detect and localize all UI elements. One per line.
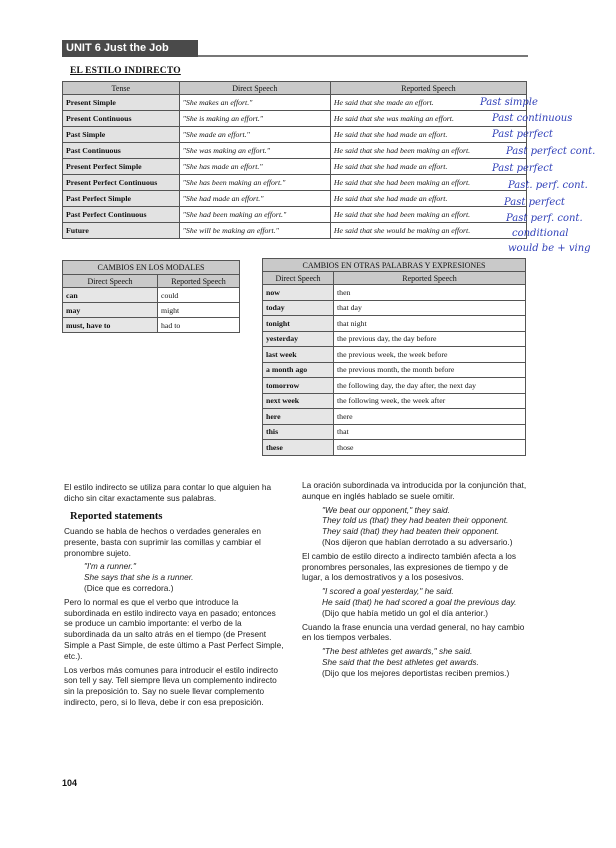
reported-cell: He said that she was making an effort. bbox=[330, 111, 526, 127]
tense-cell: Future bbox=[63, 223, 180, 239]
handwritten-note: Past perfect cont. bbox=[506, 146, 596, 157]
reported-cell: the previous month, the month before bbox=[334, 362, 526, 378]
direct-cell: "She makes an effort." bbox=[179, 95, 330, 111]
direct-cell: "She had made an effort." bbox=[179, 191, 330, 207]
example-line: "I'm a runner." bbox=[84, 561, 136, 572]
header-reported: Reported Speech bbox=[330, 82, 526, 95]
table-row bbox=[63, 207, 527, 223]
direct-cell: last week bbox=[263, 347, 334, 363]
unit-banner: UNIT 6 Just the Job bbox=[62, 40, 198, 57]
table-row bbox=[63, 127, 527, 143]
paragraph: Cuando se habla de hechos o verdades generales en presente, basta con suprimir las comillas y cambiar el pronombre sujeto. bbox=[64, 526, 261, 558]
header-tense: Tense bbox=[63, 82, 180, 95]
reported-cell: that bbox=[334, 424, 526, 440]
direct-cell: "She will be making an effort." bbox=[179, 223, 330, 239]
direct-cell: now bbox=[263, 285, 334, 301]
reported-cell: He said that she made an effort. bbox=[330, 95, 526, 111]
table-row bbox=[263, 316, 526, 332]
direct-cell: can bbox=[63, 288, 158, 303]
table-row bbox=[263, 331, 526, 347]
reported-cell: He said that she had been making an effort. bbox=[330, 143, 526, 159]
paragraph: El cambio de estilo directo a indirecto también afecta a los pronombres personales, las expresiones de tiempo y de lugar, a los demostrativos y a los posesivos. bbox=[302, 550, 516, 583]
reported-cell: the previous day, the day before bbox=[334, 331, 526, 347]
direct-cell: "She has been making an effort." bbox=[179, 175, 330, 191]
header-direct: Direct Speech bbox=[63, 275, 158, 288]
handwritten-note: Past continuous bbox=[492, 113, 573, 124]
direct-cell: "She was making an effort." bbox=[179, 143, 330, 159]
table-row bbox=[263, 300, 526, 316]
header-direct: Direct Speech bbox=[263, 272, 334, 285]
handwritten-note: Past simple bbox=[480, 97, 538, 108]
example-line: They said (that) they had beaten their opponent. bbox=[322, 526, 500, 537]
reported-cell: the previous week, the week before bbox=[334, 347, 526, 363]
direct-cell: tomorrow bbox=[263, 378, 334, 394]
table-row bbox=[63, 159, 527, 175]
table-row bbox=[263, 409, 526, 425]
tense-cell: Present Perfect Simple bbox=[63, 159, 180, 175]
table-row bbox=[263, 440, 526, 456]
paragraph: Pero lo normal es que el verbo que introduce la subordinada en estilo indirecto vaya en pasado; entonces se produce un cambio importante: el verbo de la subordinada da un salto atrás en el tiempo (de Present Simple a Past Simple, de este último a Past Perfect Simple, etc.). bbox=[64, 596, 284, 661]
direct-cell: here bbox=[263, 409, 334, 425]
header-direct: Direct Speech bbox=[179, 82, 330, 95]
example-line: "The best athletes get awards," she said. bbox=[322, 646, 473, 657]
reported-cell: He said that she had made an effort. bbox=[330, 127, 526, 143]
table-row bbox=[63, 288, 240, 303]
example-line: He said (that) he had scored a goal the previous day. bbox=[322, 596, 517, 607]
direct-cell: yesterday bbox=[263, 331, 334, 347]
direct-cell: next week bbox=[263, 393, 334, 409]
tense-cell: Past Perfect Simple bbox=[63, 191, 180, 207]
table-row bbox=[63, 223, 527, 239]
tense-cell: Past Continuous bbox=[63, 143, 180, 159]
paragraph: La oración subordinada va introducida por la conjunción that, aunque en inglés hablado se suele omitir. bbox=[302, 480, 527, 501]
reported-cell: might bbox=[158, 303, 240, 318]
tense-cell: Present Continuous bbox=[63, 111, 180, 127]
paragraph: Cuando la frase enuncia una verdad general, no hay cambio en los tiempos verbales. bbox=[302, 621, 525, 643]
section-title: EL ESTILO INDIRECTO bbox=[70, 66, 181, 76]
table-row bbox=[63, 318, 240, 333]
handwritten-note: Past perfect bbox=[492, 163, 553, 174]
table-row bbox=[263, 424, 526, 440]
table-row bbox=[263, 285, 526, 301]
example bbox=[64, 561, 286, 593]
example-line: She said that the best athletes get awards. bbox=[322, 656, 479, 667]
example-line: "I scored a goal yesterday," he said. bbox=[322, 586, 454, 597]
reported-cell: He said that she had been making an effort. bbox=[330, 175, 526, 191]
paragraph: Los verbos más comunes para introducir el estilo indirecto son tell y say. Tell siempre lleva un complemento indirecto sin la preposición to. Say no suele llevar complemento indirecto, pero, si lo lleva, debe ir con esa preposición. bbox=[64, 664, 278, 707]
reported-cell: those bbox=[334, 440, 526, 456]
reported-cell: the following day, the day after, the next day bbox=[334, 378, 526, 394]
example-translation: (Dice que es corredora.) bbox=[84, 582, 174, 593]
reported-cell: He said that she would be making an effort. bbox=[330, 223, 526, 239]
reported-cell: could bbox=[158, 288, 240, 303]
example-line: "We beat our opponent," they said. bbox=[322, 504, 450, 515]
reported-statements-heading: Reported statements bbox=[70, 511, 163, 522]
left-column bbox=[64, 482, 286, 507]
reported-cell: He said that she had made an effort. bbox=[330, 159, 526, 175]
handwritten-note: Past perfect bbox=[492, 129, 553, 140]
tense-table bbox=[62, 81, 527, 239]
example bbox=[302, 586, 528, 618]
direct-cell: may bbox=[63, 303, 158, 318]
direct-cell: "She has made an effort." bbox=[179, 159, 330, 175]
table-row bbox=[263, 347, 526, 363]
example-translation: (Dijo que había metido un gol el día anterior.) bbox=[322, 607, 489, 618]
handwritten-note: Past perf. cont. bbox=[506, 213, 583, 224]
tense-cell: Past Simple bbox=[63, 127, 180, 143]
modals-caption: CAMBIOS EN LOS MODALES bbox=[63, 261, 240, 275]
example bbox=[302, 505, 528, 548]
modals-table bbox=[62, 260, 240, 333]
tense-cell: Present Perfect Continuous bbox=[63, 175, 180, 191]
expressions-caption: CAMBIOS EN OTRAS PALABRAS Y EXPRESIONES bbox=[263, 259, 526, 272]
direct-cell: tonight bbox=[263, 316, 334, 332]
reported-cell: that night bbox=[334, 316, 526, 332]
reported-cell: there bbox=[334, 409, 526, 425]
reported-cell: that day bbox=[334, 300, 526, 316]
direct-cell: this bbox=[263, 424, 334, 440]
reported-cell: had to bbox=[158, 318, 240, 333]
left-column-body bbox=[64, 526, 286, 711]
table-row bbox=[63, 303, 240, 318]
header-reported: Reported Speech bbox=[158, 275, 240, 288]
unit-rule bbox=[198, 55, 528, 57]
handwritten-note: would be + ving bbox=[508, 243, 591, 254]
reported-cell: the following week, the week after bbox=[334, 393, 526, 409]
handwritten-note: conditional bbox=[512, 228, 569, 239]
reported-cell: then bbox=[334, 285, 526, 301]
reported-cell: He said that she had made an effort. bbox=[330, 191, 526, 207]
table-row bbox=[63, 191, 527, 207]
reported-cell: He said that she had been making an effort. bbox=[330, 207, 526, 223]
table-row bbox=[263, 362, 526, 378]
direct-cell: a month ago bbox=[263, 362, 334, 378]
expressions-table bbox=[262, 258, 526, 456]
example-translation: (Dijo que los mejores deportistas reciben premios.) bbox=[322, 667, 510, 678]
table-row bbox=[63, 143, 527, 159]
intro-paragraph: El estilo indirecto se utiliza para contar lo que alguien ha dicho sin citar exactamente sus palabras. bbox=[64, 482, 272, 503]
direct-cell: today bbox=[263, 300, 334, 316]
direct-cell: must, have to bbox=[63, 318, 158, 333]
table-row bbox=[263, 393, 526, 409]
table-row bbox=[63, 175, 527, 191]
handwritten-note: Past. perf. cont. bbox=[508, 180, 588, 191]
tense-cell: Past Perfect Continuous bbox=[63, 207, 180, 223]
example-line: She says that she is a runner. bbox=[84, 572, 194, 583]
direct-cell: "She made an effort." bbox=[179, 127, 330, 143]
example bbox=[302, 646, 528, 678]
example-translation: (Nos dijeron que habían derrotado a su adversario.) bbox=[322, 536, 513, 547]
right-column bbox=[302, 480, 528, 679]
direct-cell: these bbox=[263, 440, 334, 456]
table-row bbox=[63, 111, 527, 127]
direct-cell: "She is making an effort." bbox=[179, 111, 330, 127]
example-line: They told us (that) they had beaten their opponent. bbox=[322, 515, 509, 526]
page-number: 104 bbox=[62, 778, 78, 788]
handwritten-note: Past perfect bbox=[504, 197, 565, 208]
direct-cell: "She had been making an effort." bbox=[179, 207, 330, 223]
table-row bbox=[63, 95, 527, 111]
table-row bbox=[263, 378, 526, 394]
header-reported: Reported Speech bbox=[334, 272, 526, 285]
tense-cell: Present Simple bbox=[63, 95, 180, 111]
